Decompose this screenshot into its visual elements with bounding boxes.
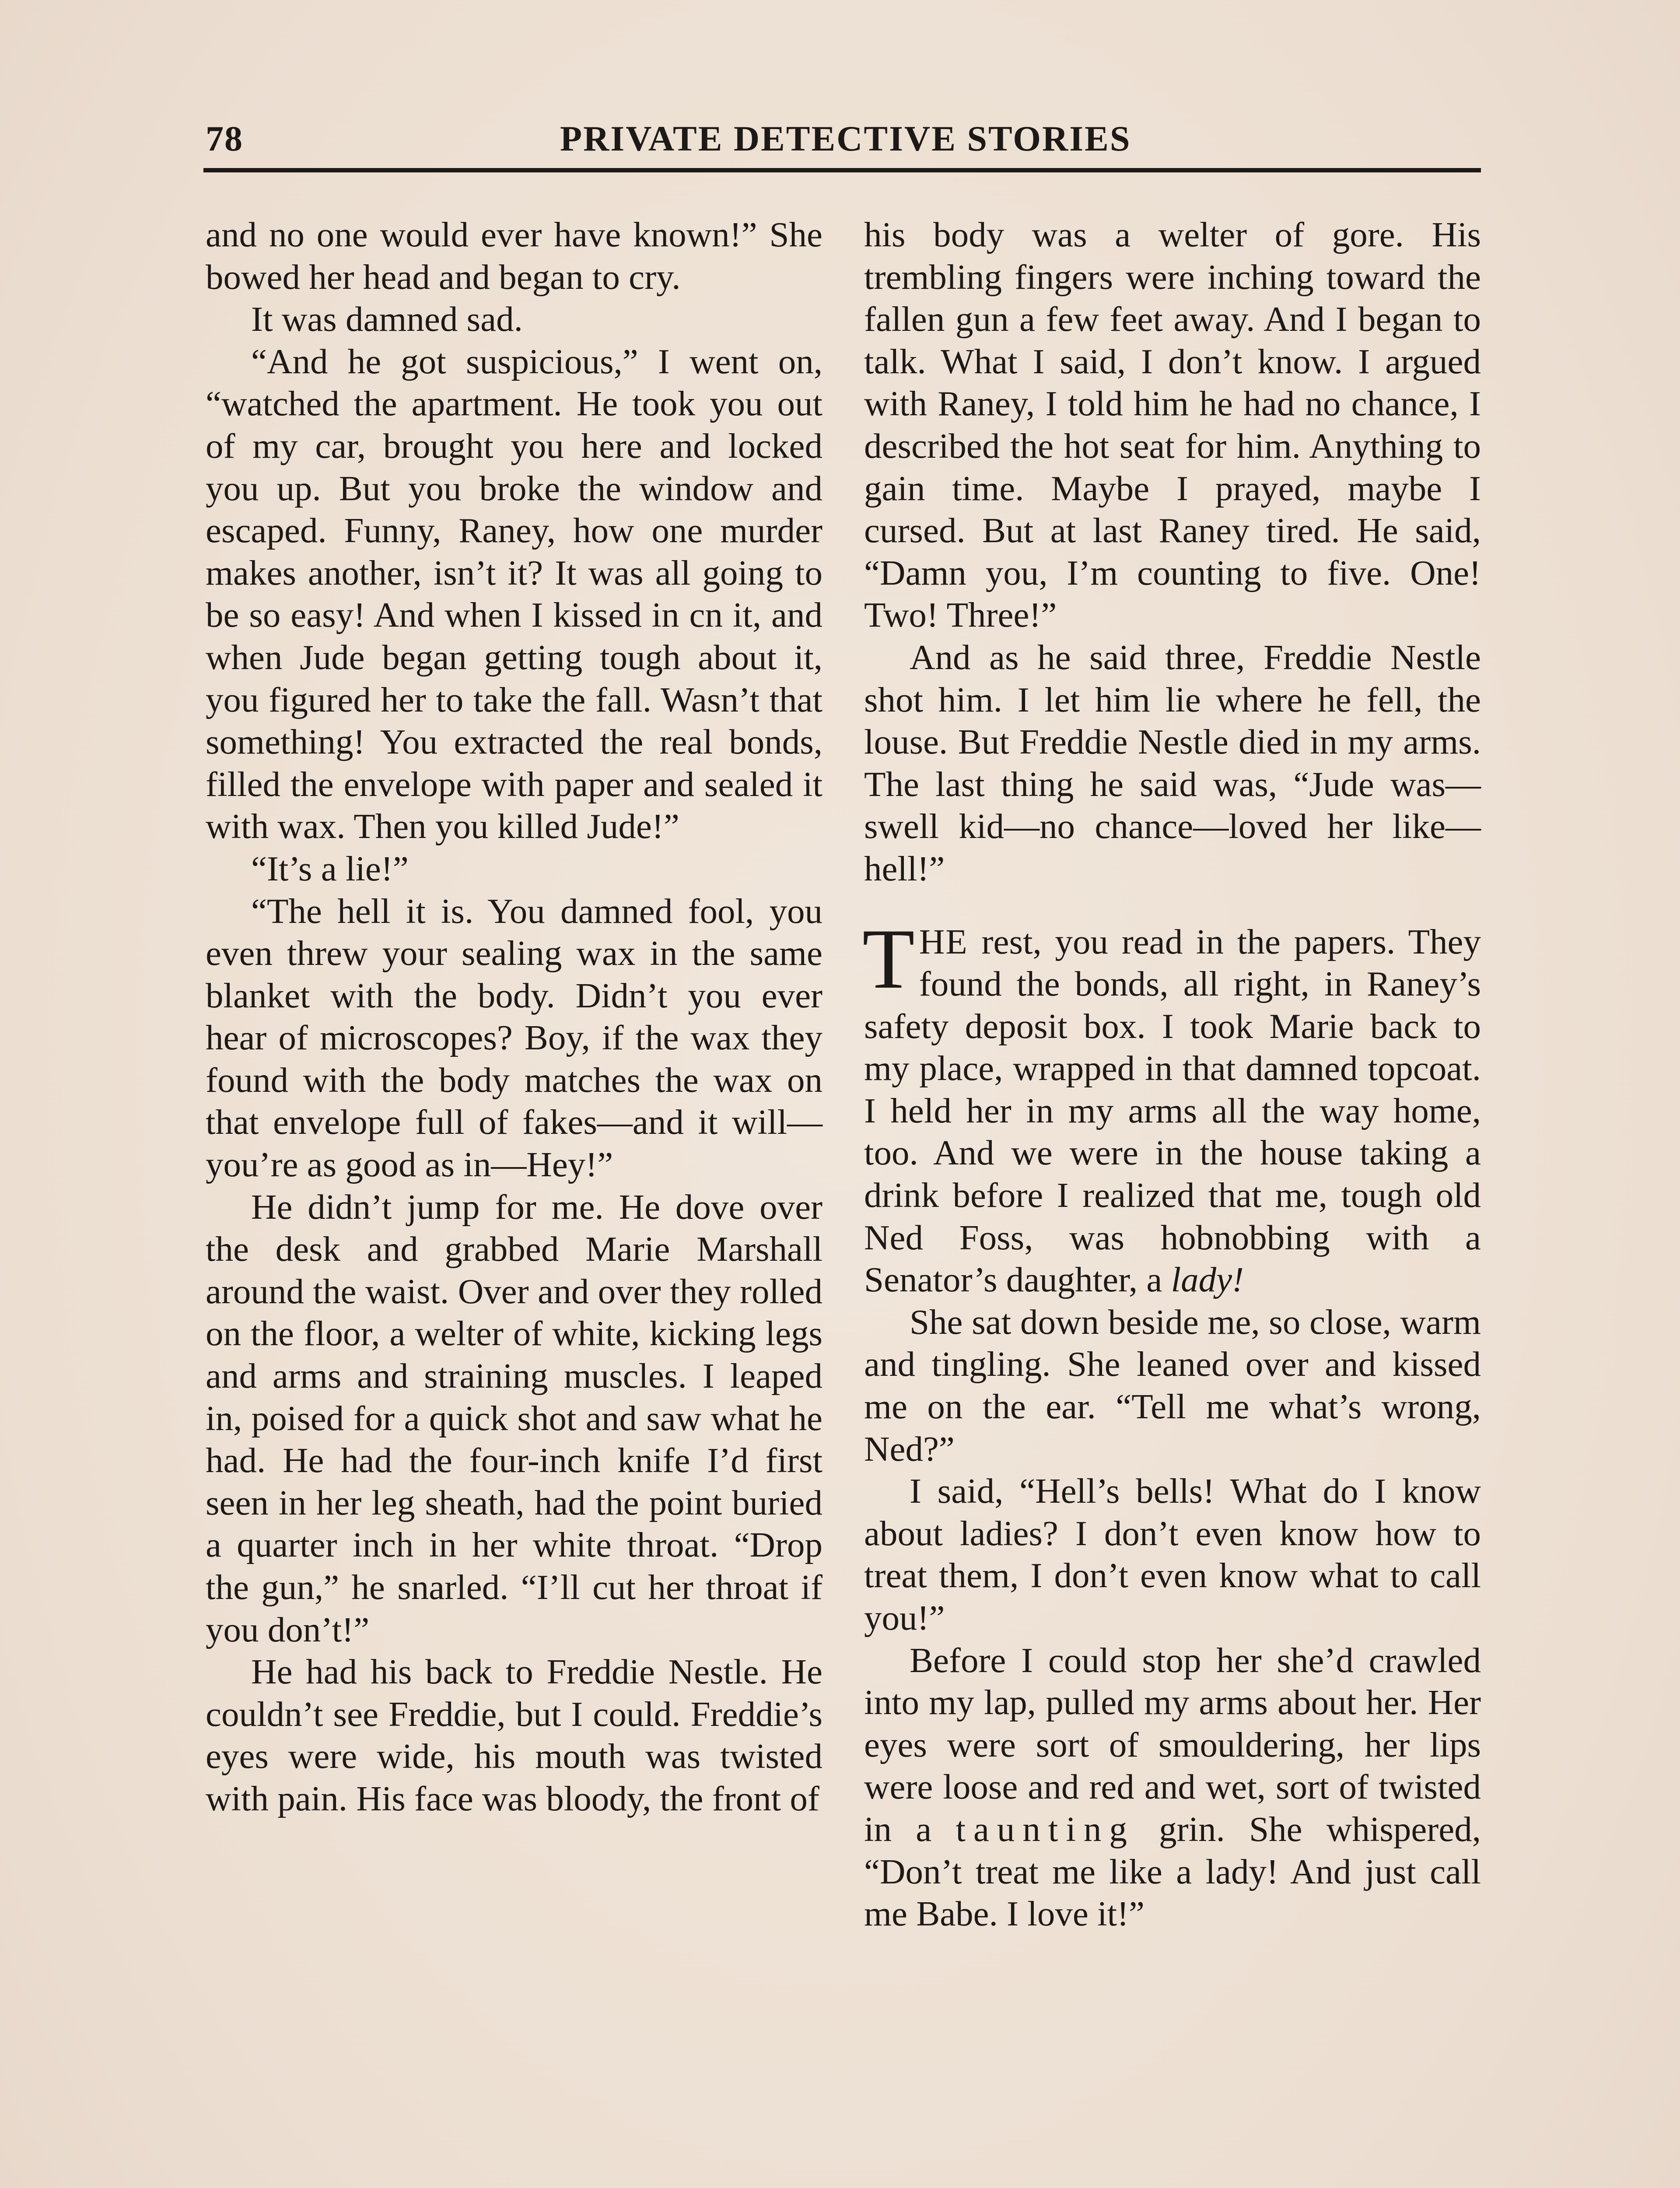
paragraph: “It’s a lie!” [251, 849, 409, 888]
paragraph-text: rest, you read in the papers. They found the bonds, all right, in Raney’s safety deposit box. I took Marie back to my place, wrapped in that damned topcoat. I held her in my arms all the way home, too. And we were in the house taking a drink before I realized that me, tough old Ned Foss, was hobnobbing with a Senator’s daughter, a [864, 922, 1481, 1300]
left-column [206, 214, 822, 1820]
paragraph: his body was a welter of gore. His trembling fingers were inching toward the fallen gun a few feet away. And I began to talk. What I said, I don’t know. I argued with Raney, I told him he had no chance, I described the hot seat for him. Anything to gain time. Maybe I prayed, maybe I cursed. But at last Raney tired. He said, “Damn you, I’m counting to five. One! Two! Three!” [864, 215, 1481, 635]
section-break [864, 890, 1481, 921]
right-column [864, 214, 1481, 1935]
italic-text: lady! [1171, 1260, 1244, 1300]
paragraph: “And he got suspicious,” I went on, “watched the apartment. He took you out of my car, brought you here and locked you up. But you broke the window and escaped. Funny, Raney, how one murder makes another, isn’t it? It was all going to be so easy! And when I kissed in cn it, and when Jude began getting tough about it, you figured her to take the fall. Wasn’t that something! You extracted the real bonds, filled the envelope with paper and sealed it with wax. Then you killed Jude!” [206, 341, 822, 846]
paragraph: “The hell it is. You damned fool, you even threw your sealing wax in the same blanket with the body. Didn’t you ever hear of microscopes? Boy, if the wax they found with the body matches the wax on that envelope full of fakes—and it will—you’re as good as in—Hey!” [206, 891, 822, 1185]
page-number: 78 [206, 119, 243, 158]
header-rule [203, 168, 1481, 172]
section-lead-paragraph [862, 911, 1481, 1301]
paragraph: She sat down beside me, so close, warm and tingling. She leaned over and kissed me on the ear. “Tell me what’s wrong, Ned?” [864, 1302, 1481, 1469]
paragraph [864, 1639, 1481, 1935]
magazine-title: PRIVATE DETECTIVE STORIES [560, 119, 1131, 158]
drop-cap: T [862, 911, 915, 1006]
paragraph: He didn’t jump for me. He dove over the desk and grabbed Marie Marshall around the waist. Over and over they rolled on the floor, a welter of white, kicking legs and arms and straining muscles. I leaped in, poised for a quick shot and saw what he had. He had the four-inch knife I’d first seen in her leg sheath, had the point buried a quarter inch in her white throat. “Drop the gun,” he snarled. “I’ll cut her throat if you don’t!” [206, 1187, 822, 1649]
paragraph: I said, “Hell’s bells! What do I know about ladies? I don’t even know how to treat them, I don’t even know what to call you!” [864, 1471, 1481, 1637]
paragraph: It was damned sad. [251, 299, 523, 339]
paragraph: He had his back to Freddie Nestle. He couldn’t see Freddie, but I could. Freddie’s eyes were wide, his mouth was twisted with pain. His face was bloody, the front of [206, 1652, 822, 1818]
page-header [206, 118, 1474, 166]
lead-caps: HE [919, 922, 968, 961]
paragraph-text: grin. She whispered, “Don’t treat me like a lady! And just call me Babe. I love it!” [864, 1809, 1481, 1934]
paragraph-text: Before I could stop her she’d crawled into my lap, pulled my arms about her. Her eyes were sort of smouldering, her lips were loose and red and wet, sort of twisted in a [864, 1640, 1481, 1849]
paragraph: And as he said three, Freddie Nestle shot him. I let him lie where he fell, the louse. But Freddie Nestle died in my arms. The last thing he said was, “Jude was—swell kid—no chance—loved her like—hell!” [864, 637, 1481, 888]
paragraph: and no one would ever have known!” She bowed her head and began to cry. [206, 215, 822, 297]
spaced-text: taunting [956, 1809, 1135, 1849]
